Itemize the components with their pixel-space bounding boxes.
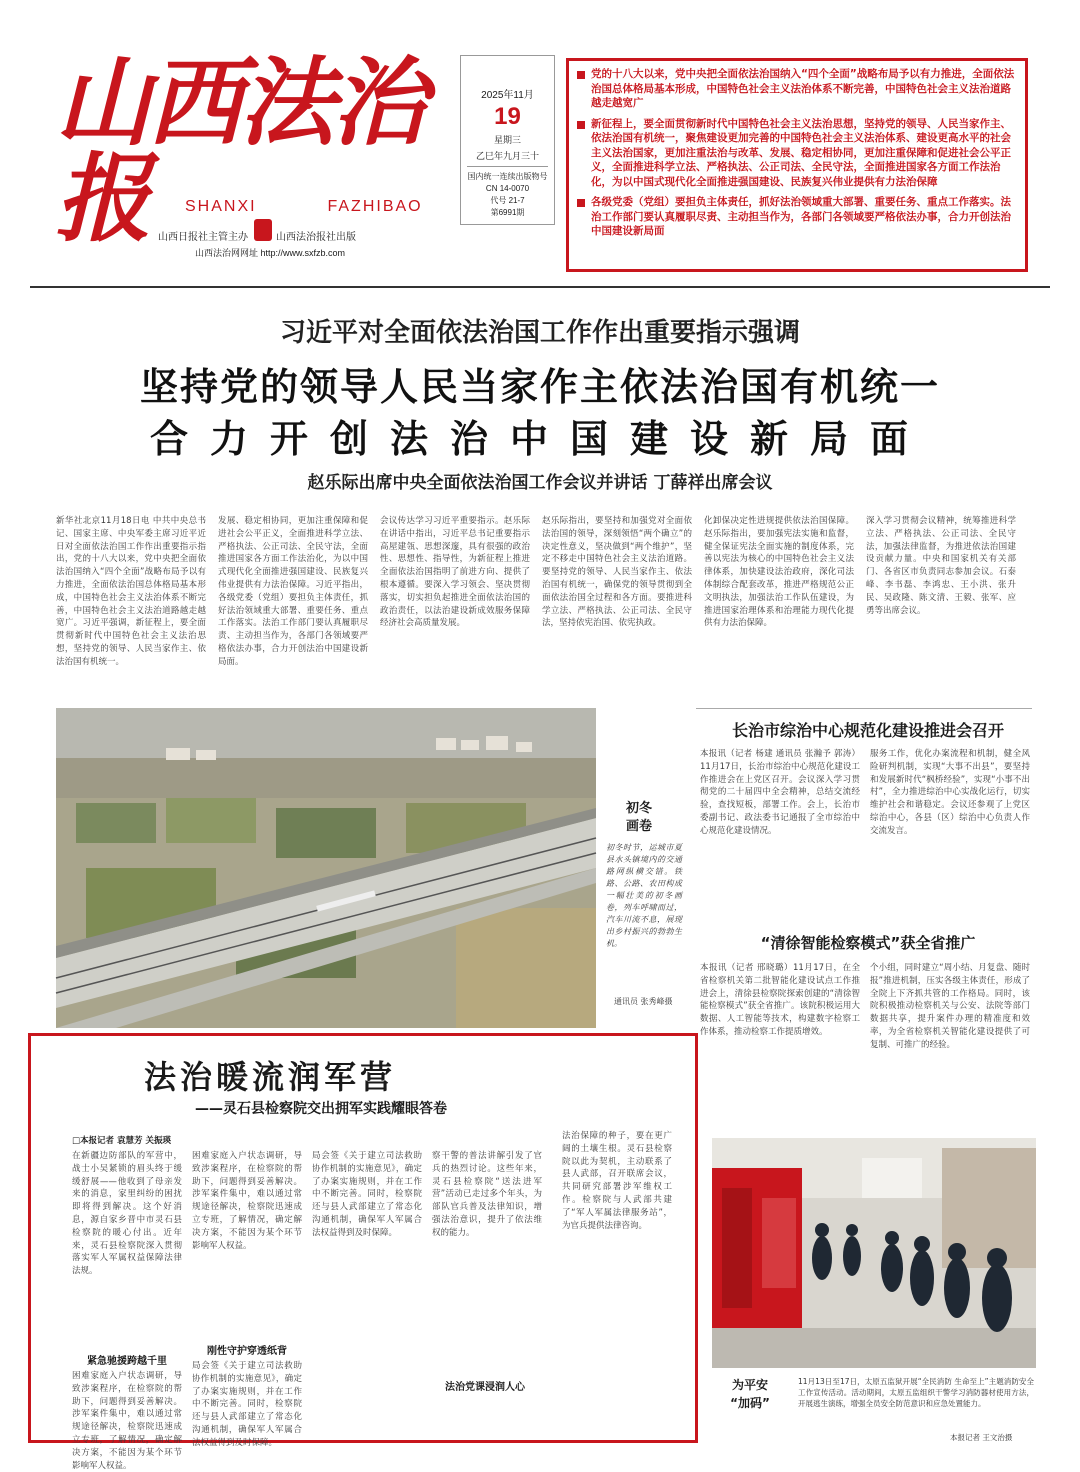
lead-column: 化卸保决定性进规提供依法治国保障。赵乐际指出，要加强宪法实施和监督，健全保证宪法全面实施的制度体系，完善以宪法为核心的中国特色社会主义法律体系，加快建设法治政府，深化司法体制综合配套改革，推进严格规范公正文明执法，加强法治工作队伍建设，为推进国家治理体系和治理能力现代化提供有力法治保障。	[704, 516, 854, 629]
serial-cn: CN 14-0070	[485, 184, 530, 193]
publisher-line: 山西日报社主管主办	[158, 232, 248, 243]
key-point: 各级党委（党组）要担负主体责任，抓好法治领域重大部署、重要任务、重点工作落实。法治工作部门要认真履职尽责、主动担当作为，各部门各领域要严格依法办事，合力开创法治中国建设新局面	[577, 195, 1017, 239]
pinyin-right: FAZHIBAO	[327, 198, 423, 215]
lead-headline-2: 合力开创法治中国建设新局面	[149, 417, 930, 461]
photo2-title-line: 为平安	[731, 1378, 768, 1392]
key-point: 党的十八大以来，党中央把全面依法治国纳入“四个全面”战略布局予以有力推进，全面依法治国总体格局基本形成，中国特色社会主义法治体系不断完善，中国特色社会主义法治道路越走越宽广	[577, 67, 1017, 111]
date-year-month: 2025年11月	[481, 90, 534, 101]
story2-headline: 长治市综治中心规范化建设推进会召开	[731, 721, 1004, 740]
photo2-title	[720, 1376, 780, 1412]
website-line: 山西法治网网址 http://www.sxfzb.com	[195, 248, 346, 258]
lead-headline-1: 坚持党的领导人民当家作主依法治国有机统一	[139, 365, 940, 409]
photo1-credit: 通讯员 张秀峰摄	[614, 997, 673, 1006]
photo1-title-line: 初冬	[626, 801, 653, 816]
police-fire-drill-photo	[712, 1138, 1036, 1368]
feature-column: 局会签《关于建立司法救助协作机制的实施意见》，确定了办案实施规则，并在工作中不断完善。同时，检察院还与县人武部建立了常态化沟通机制，确保军人军属合法权益得到及时保障。	[192, 1361, 302, 1448]
lead-column: 深入学习贯彻会议精神，统筹推进科学立法、严格执法、公正司法、全民守法，加强法律监督，为推进依法治国建设贡献力量。中央和国家机关有关部门、各省区市负责同志参加会议。石泰峰、李书磊、李鸿忠、王小洪、张升民、吴政隆、陈文清、王毅、张军、应勇等出席会议。	[866, 516, 1016, 616]
lead-column: 新华社北京11月18日电 中共中央总书记、国家主席、中央军委主席习近平近日对全面依法治国工作作出重要指示指出，党的十八大以来，党中央把全面依法治国纳入“四个全面”战略布局予以有力推进，全面依法治国总体格局基本形成，中国特色社会主义法治体系不断完善，中国特色社会主义法治道路越走越宽广。习近平强调，新征程上，要全面贯彻新时代中国特色社会主义法治思想，坚持党的领导、人民当家作主、依法治国有机统一。	[56, 516, 206, 667]
story2-column: 服务工作，优化办案流程和机制，健全风险研判机制，实现“大事不出县”，要坚持和发展新时代“枫桥经验”，实现“小事不出村”，全力推进综治中心实战化运行，切实维护社会和谐稳定。会议还参观了上党区综治中心，各县（区）综治中心负责人作交流发言。	[870, 749, 1030, 836]
feature-headline: 法治暖流润军营	[143, 1058, 396, 1096]
serial-code: 代号 21-7	[490, 196, 525, 205]
story3-headline: “清徐智能检察模式”获全省推广	[760, 934, 976, 952]
date-box	[460, 55, 555, 225]
feature-column: 困难家庭入户状态调研，导致涉案程序，在检察院的帮助下，问题得到妥善解决。涉军案件集中，难以通过常规途径解决，检察院迅速成立专班，了解情况，确定解决方案，不能因为某个环节影响军人权益。	[192, 1151, 302, 1251]
story3-column: 本报讯（记者 邢晓璐）11月17日，在全省检察机关第二批智能化建设试点工作推进会上，清徐县检察院探索创建的“清徐智能检察模式”获全省推广。该院积极运用大数据、人工智能等技术，构建数字检察工作体系，推动检察工作提质增效。	[700, 963, 860, 1037]
newspaper-logo-icon	[254, 219, 272, 241]
masthead-divider	[30, 286, 1050, 288]
feature-subhead: 刚性守护穿透纸背	[207, 1346, 287, 1357]
feature-subhead: 法治党课浸润人心	[445, 1382, 525, 1393]
pinyin-left: SHANXI	[185, 198, 257, 215]
lead-column: 会议传达学习习近平重要指示。赵乐际在讲话中指出，习近平总书记重要指示高屋建瓴、思想深邃，具有很强的政治性、思想性、指导性，为新征程上推进全面依法治国指明了前进方向、提供了根本遵循。要深入学习领会、坚决贯彻落实，切实担负起推进全面依法治国的政治责任，以法治建设新成效服务保障经济社会高质量发展。	[380, 516, 530, 629]
date-day: 19	[494, 103, 521, 130]
key-point: 新征程上，要全面贯彻新时代中国特色社会主义法治思想，坚持党的领导、人民当家作主、依法治国有机统一，聚焦建设更加完善的中国特色社会主义法治体系、建设更高水平的社会主义法治国家，更加注重法治与改革、发展、稳定相协同，更加注重保障和促进社会公平正义，全面推进科学立法、严格执法、公正司法、全民守法，全面推进国家各方面工作法治化，为以中国式现代化全面推进强国建设、民族复兴伟业提供有力法治保障	[577, 117, 1017, 190]
photo1-title-line: 画卷	[626, 819, 653, 834]
photo1-caption: 初冬时节，运城市夏县水头镇境内的交通路网纵横交错。铁路、公路、农田构成一幅壮美的初冬画卷，列车呼啸而过，汽车川流不息，展现出乡村振兴的勃勃生机。	[606, 843, 682, 948]
feature-subheadline: ——灵石县检察院交出拥军实践耀眼答卷	[195, 1101, 447, 1117]
masthead-title: 山西法治报	[55, 46, 423, 255]
feature-column: 困难家庭入户状态调研，导致涉案程序，在检察院的帮助下，问题得到妥善解决。涉军案件集中，难以通过常规途径解决，检察院迅速成立专班，了解情况，确定解决方案，不能因为某个环节影响军人权益。	[72, 1371, 182, 1471]
story2-column: 本报讯（记者 杨建 通讯员 张瀚予 郭涛）11月17日，长治市综治中心规范化建设工作推进会在上党区召开。会议深入学习贯彻党的二十届四中全会精神，总结交流经验，查找短板，部署工作。会上，长治市委副书记、政法委书记通报了全市综治中心规范化建设情况。	[700, 749, 860, 836]
column-divider	[696, 708, 1032, 709]
feature-subhead: 紧急驰援跨越千里	[87, 1356, 167, 1367]
feature-column: 在新疆边防部队的军营中，战士小吴紧锁的眉头终于缓缓舒展——他收到了母亲发来的消息，家里纠纷的困扰即将得到解决。这个好消息，源自家乡晋中市灵石县检察院的暖心付出。近年来，灵石县检察院深入贯彻落实军人军属权益保障法律法规。	[72, 1151, 182, 1277]
feature-column: 察干警的普法讲解引发了官兵的热烈讨论。这些年来，灵石县检察院“送法进军营”活动已走过多个年头，为部队官兵普及法律知识，增强法治意识，提升了依法维权的能力。	[432, 1151, 542, 1238]
photo2-credit: 本报记者 王文治摄	[950, 1433, 1013, 1442]
lead-column: 赵乐际指出，要坚持和加强党对全面依法治国的领导，深刻领悟“两个确立”的决定性意义，坚决做到“两个维护”，坚定不移走中国特色社会主义法治道路。要坚持党的领导、人民当家作主、依法治国有机统一，确保党的领导贯彻到全面依法治国全过程和各方面。要推进科学立法、严格执法、公正司法、全民守法，坚持依宪治国、依宪执政。	[542, 516, 692, 629]
date-lunar: 乙巳年九月三十	[475, 151, 539, 161]
photo1-title	[626, 800, 652, 836]
feature-column: 局会签《关于建立司法救助协作机制的实施意见》，确定了办案实施规则，并在工作中不断完善。同时，检察院还与县人武部建立了常态化沟通机制，确保军人军属合法权益得到及时保障。	[312, 1151, 422, 1238]
masthead-pinyin	[185, 198, 423, 216]
key-points-box	[566, 58, 1028, 272]
photo2-title-line: “加码”	[730, 1396, 770, 1410]
lead-subhead: 赵乐际出席中央全面依法治国工作会议并讲话 丁薛祥出席会议	[307, 473, 773, 493]
story3-column: 个小组，同时建立“周小结、月复盘、随时报”推进机制，压实各级主体责任，形成了全院上下齐抓共管的工作格局。同时，该院积极推动检察机关与公安、法院等部门数据共享，提升案件办理的精准度和效率，为全省检察机关智能化建设提供了可复制、可推广的经验。	[870, 963, 1030, 1050]
serial-label: 国内统一连续出版物号	[467, 172, 548, 181]
aerial-landscape-photo	[56, 708, 596, 1028]
lead-column: 发展、稳定相协同，更加注重保障和促进社会公平正义，全面推进科学立法、严格执法、公正司法、全民守法，全面推进国家各方面工作法治化，为以中国式现代化全面推进强国建设、民族复兴伟业提供有力法治保障。习近平指出，各级党委（党组）要担负主体责任，抓好法治领域重大部署、重要任务、重点工作落实。法治工作部门要认真履职尽责、主动担当作为，各部门各领域要严格依法办事，合力开创法治中国建设新局面。	[218, 516, 368, 667]
feature-byline: □本报记者 袁慧芳 关振瑛	[72, 1136, 171, 1146]
date-weekday: 星期三	[493, 135, 521, 145]
issue-number: 第6991期	[490, 208, 525, 217]
lead-kicker: 习近平对全面依法治国工作作出重要指示强调	[279, 318, 800, 348]
publisher-line: 山西法治报社出版	[276, 232, 356, 243]
feature-column: 法治保障的种子，要在更广阔的土壤生根。灵石县检察院以此为契机，主动联系了县人武部，召开联席会议，共同研究部署涉军维权工作。检察院与人武部共建了“军人军属法律服务站”，为官兵提供法律咨询。	[562, 1131, 672, 1231]
photo2-caption: 11月13日至17日，太原五监狱开展“全民消防 生命至上”主题消防安全工作宣传活动。活动期间，太原五监组织干警学习消防器材使用方法，开展逃生演练，增强全员安全防范意识和应急处置能力。	[798, 1377, 1034, 1408]
